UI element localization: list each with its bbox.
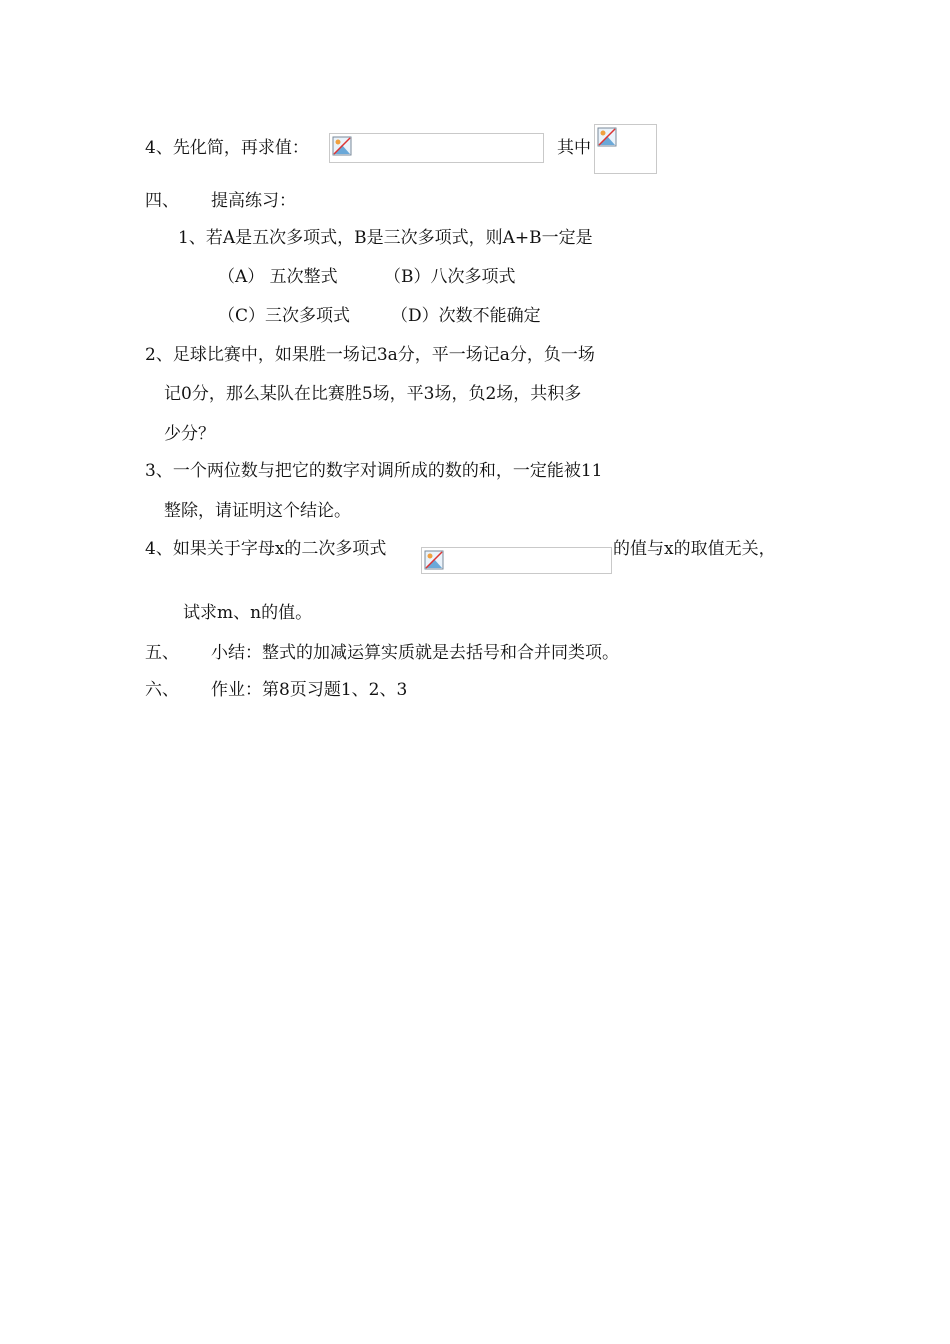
exercise-1-option-b: （B）八次多项式: [384, 267, 516, 287]
section-4-title: 提高练习：: [211, 191, 296, 211]
exercise-3-line-2: 整除，请证明这个结论。: [164, 501, 351, 521]
formula-image-placeholder-1: [329, 133, 544, 163]
exercise-2-line-3: 少分？: [164, 424, 215, 444]
section-6-homework: 作业：第8页习题1、2、3: [211, 680, 408, 700]
problem-4-where-label: 其中: [557, 138, 591, 158]
broken-image-icon: [424, 550, 444, 570]
section-5-number: 五、: [145, 643, 179, 663]
exercise-2-line-2: 记0分，那么某队在比赛胜5场，平3场，负2场，共积多: [164, 384, 582, 404]
section-6-number: 六、: [145, 680, 179, 700]
exercise-3-line-1: 3、一个两位数与把它的数字对调所成的数的和，一定能被11: [145, 461, 603, 481]
broken-image-icon: [597, 127, 617, 147]
exercise-1-option-a: （A） 五次整式: [218, 267, 338, 287]
exercise-1-option-d: （D）次数不能确定: [391, 306, 541, 326]
section-4-number: 四、: [145, 191, 179, 211]
exercise-1-question: 1、若A是五次多项式，B是三次多项式，则A+B一定是: [178, 228, 593, 248]
exercise-4-prefix: 4、如果关于字母x的二次多项式: [145, 539, 387, 559]
exercise-4-suffix: 的值与x的取值无关，: [613, 539, 776, 559]
formula-image-placeholder-3: [421, 547, 612, 574]
formula-image-placeholder-2: [594, 124, 657, 174]
exercise-4-ask: 试求m、n的值。: [183, 603, 313, 623]
problem-4-simplify-prefix: 4、先化简，再求值：: [145, 138, 309, 158]
exercise-1-option-c: （C）三次多项式: [218, 306, 351, 326]
section-5-summary: 小结：整式的加减运算实质就是去括号和合并同类项。: [211, 643, 619, 663]
exercise-2-line-1: 2、足球比赛中，如果胜一场记3a分，平一场记a分，负一场: [145, 345, 595, 365]
broken-image-icon: [332, 136, 352, 156]
